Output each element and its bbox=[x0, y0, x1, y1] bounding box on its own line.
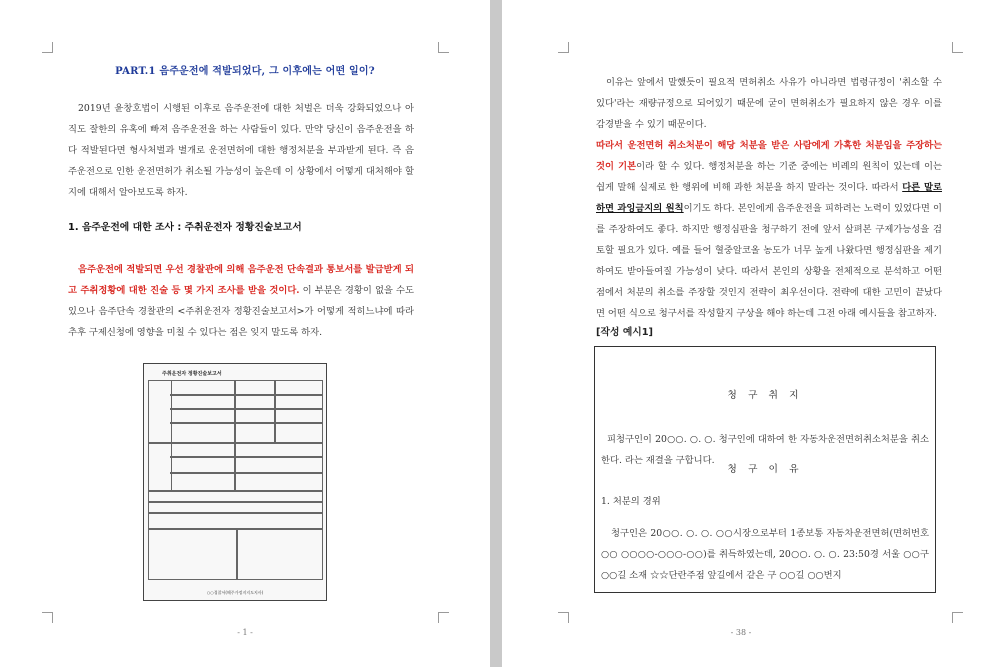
strategy-paragraph bbox=[596, 135, 942, 324]
claim-heading: 청 구 취 지 bbox=[727, 390, 803, 401]
paragraph-text: 이기도 하다. 본인에게 음주운전을 피하려는 노력이 있었다면 이를 주장하여도 좋다. 하지만 행정심판을 청구하기 전에 앞서 살펴본 구제가능성을 검토할 필요가 있다. 예를 들어 혈중알코올 농도가 너무 높게 나왔다면 행정심판을 제기하여도 받아들여질 가능성이 낮다. 따라서 본인의 상황을 전체적으로 분석하고 어떤 점에서 처분의 취소를 주장할 것인지 전략이 최우선이다. 전략에 대한 고민이 끝났다면 어떤 식으로 청구서를 작성할지 구상을 해야 하는데 그전 아래 예시들을 참고하자. bbox=[596, 203, 942, 319]
reason-subheading: 1. 처분의 경위 bbox=[601, 496, 661, 507]
underlined-text: 다른 말로 하면 과잉금지의 원칙 bbox=[596, 182, 942, 214]
form-line bbox=[234, 380, 236, 492]
form-line bbox=[170, 456, 323, 458]
form-line bbox=[170, 472, 323, 474]
paragraph-text: 이 부분은 경황이 없을 수도 있으나 음주단속 경찰관의 <주취운전자 정황진술보고서>가 어떻게 적히느냐에 따라 추후 구제신청에 영향을 미칠 수 있다는 점은 잊지 말도록 하자. bbox=[68, 285, 414, 338]
form-section bbox=[148, 380, 172, 444]
form-line bbox=[274, 380, 276, 444]
form-section bbox=[236, 528, 323, 580]
example-box bbox=[594, 346, 936, 593]
reason-paragraph: 이유는 앞에서 말했듯이 필요적 면허취소 사유가 아니라면 법령규정이 '취소할 수 있다'라는 재량규정으로 되어있기 때문에 굳이 면허취소가 필요하지 않은 경우 이를 감경받을 수 있기 때문이다. bbox=[596, 77, 942, 130]
page-number: - 1 - bbox=[237, 628, 253, 637]
page-corner-mark bbox=[952, 612, 963, 623]
form-line bbox=[148, 501, 323, 503]
section-heading: 1. 음주운전에 대한 조사 : 주취운전자 정황진술보고서 bbox=[68, 222, 302, 233]
page-corner-mark bbox=[438, 42, 449, 53]
claim-text: 피청구인이 20○○. ○. ○. 청구인에 대하여 한 자동차운전면허취소처분을 취소한다. 라는 재결을 구합니다. bbox=[601, 434, 929, 466]
page-corner-mark bbox=[952, 42, 963, 53]
form-footer: ○○경찰서(해주가정지지도지사) bbox=[206, 590, 264, 595]
reason-heading: 청 구 이 유 bbox=[727, 464, 803, 475]
form-line bbox=[170, 408, 323, 410]
page-corner-mark bbox=[558, 42, 569, 53]
paragraph-text: 이라 할 수 있다. 행정처분을 하는 기준 중에는 비례의 원칙이 있는데 이는 쉽게 말해 실제로 한 행위에 비해 과한 처분을 하지 말라는 것이다. 따라서 bbox=[596, 161, 942, 193]
reason-text: 청구인은 20○○. ○. ○. ○○시장으로부터 1종보통 자동차운전면허(면허번호 ○○ ○○○○-○○○-○○)를 취득하였는데, 20○○. ○. ○. 23:50경 서울 ○○구 ○○길 소재 ☆☆단란주점 앞길에서 같은 구 ○○길 ○○번지 bbox=[601, 528, 929, 581]
section-paragraph bbox=[68, 259, 414, 343]
form-title: 주취운전자 정황진술보고서 bbox=[162, 371, 222, 377]
form-section bbox=[148, 442, 172, 492]
page-corner-mark bbox=[42, 612, 53, 623]
form-image bbox=[143, 363, 327, 601]
highlighted-text: 음주운전에 적발되면 우선 경찰관에 의해 음주운전 단속결과 통보서를 발급받게 되고 주취정황에 대한 진술 등 몇 가지 조사를 받을 것이다. bbox=[68, 264, 414, 296]
form-section bbox=[148, 528, 238, 580]
example-label: [작성 예시1] bbox=[596, 327, 654, 338]
intro-paragraph: 2019년 윤창호법이 시행된 이후로 음주운전에 대한 처벌은 더욱 강화되었으나 아직도 잘한의 유혹에 빠져 음주운전을 하는 사람들이 있다. 만약 당신이 음주운전을 하다 적발된다면 형사처벌과 별개로 운전면허에 대한 행정처분을 부과받게 된다. 즉 음주운전으로 인한 운전면허가 취소될 가능성이 높은데 이 상황에서 어떻게 대처해야 할지에 대해서 알아보도록 하자. bbox=[68, 103, 414, 198]
form-line bbox=[170, 422, 323, 424]
page-number: - 38 - bbox=[730, 628, 752, 637]
left-page bbox=[0, 0, 490, 667]
part-title: PART.1 음주운전에 적발되었다, 그 이후에는 어떤 일이? bbox=[115, 66, 375, 77]
right-page bbox=[502, 0, 1000, 667]
page-corner-mark bbox=[558, 612, 569, 623]
form-line bbox=[170, 394, 323, 396]
highlighted-text: 따라서 운전면허 취소처분이 해당 처분을 받은 사람에게 가혹한 처분임을 주장하는 것이 기본 bbox=[596, 140, 942, 172]
page-corner-mark bbox=[42, 42, 53, 53]
page-corner-mark bbox=[438, 612, 449, 623]
